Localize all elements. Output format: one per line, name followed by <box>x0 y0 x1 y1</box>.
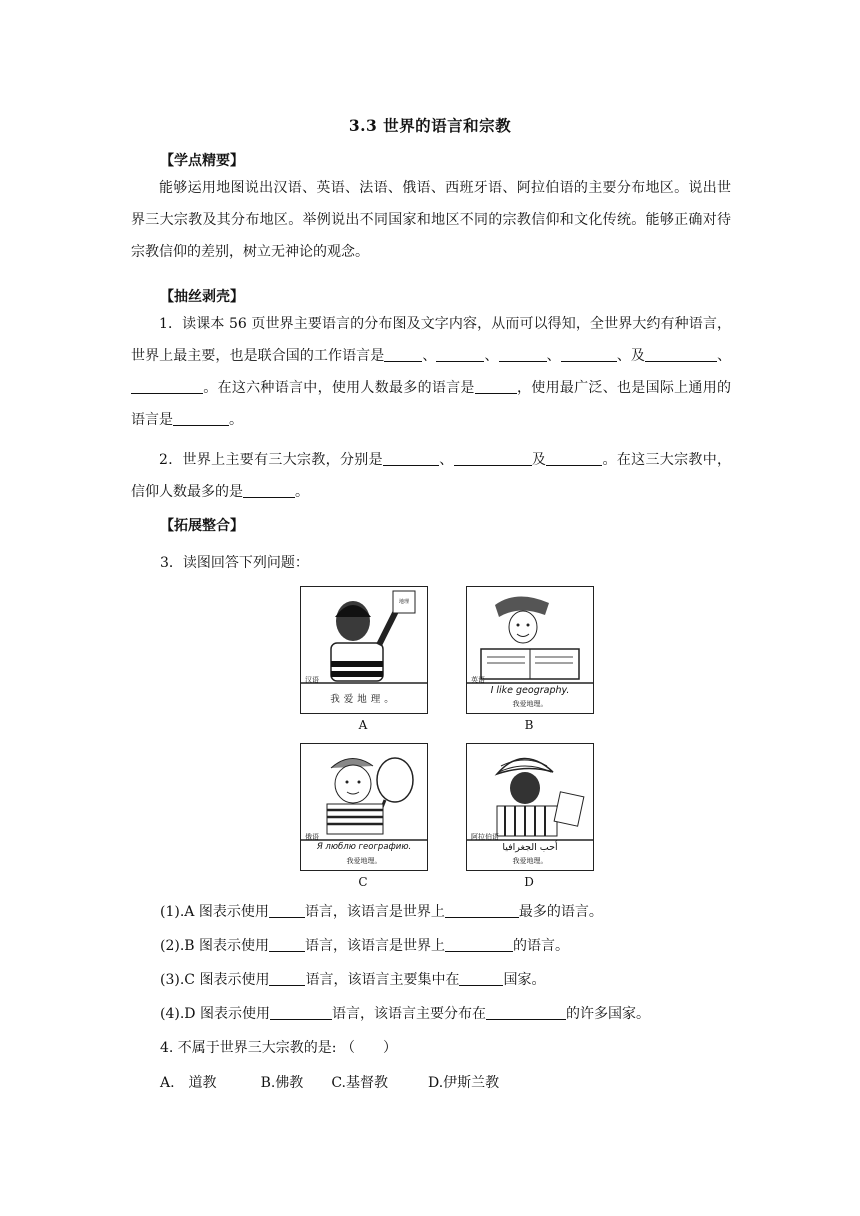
answer-blank[interactable] <box>445 937 513 952</box>
q1-part-c: 。在这六种语言中，使用人数最多的语言是 <box>203 380 475 396</box>
intro-text: 能够运用地图说出汉语、英语、法语、俄语、西班牙语、阿拉伯语的主要分布地区。说出世界三大宗教及其分布地区。举例说出不同国家和地区不同的宗教信仰和文化传统。能够正确对待宗教信仰的差别，树立无神论的观念。 <box>131 180 731 260</box>
figure-language-tag: 英语 <box>471 676 485 684</box>
svg-text:地理: 地理 <box>398 599 410 605</box>
section-heading-extension: 【拓展整合】 <box>160 518 244 534</box>
sq2-part-c: 的语言。 <box>513 938 570 954</box>
figure-d-arabic-speaker <box>466 743 594 871</box>
section-heading-key-points: 【学点精要】 <box>160 153 244 169</box>
answer-blank[interactable] <box>445 903 519 918</box>
figure-translation: 我爱地理。 <box>346 857 382 865</box>
figure-language-tag: 阿拉伯语 <box>471 833 499 841</box>
figure-label-a: A <box>358 718 368 732</box>
sq4-part-b: 语言，该语言主要分布在 <box>331 1006 486 1022</box>
q1-part-a: 1．读课本 56 页世界主要语言的分布图及文字内容，从而可以得知，全世界大约有种语言，世界上最主要，也是联合国的工作语言是 <box>131 316 731 364</box>
figure-speech-text: 我爱地理。 <box>330 694 398 705</box>
answer-blank[interactable] <box>173 411 229 426</box>
figure-label-d: D <box>524 875 534 889</box>
figure-a-chinese-speaker <box>300 586 428 714</box>
answer-blank[interactable] <box>645 347 717 362</box>
question-3-prompt: 3．读图回答下列问题： <box>160 555 309 571</box>
figure-speech-text: Я люблю географию. <box>316 842 412 852</box>
option-b[interactable]: B.佛教 <box>260 1075 304 1091</box>
option-d[interactable]: D.伊斯兰教 <box>427 1075 500 1091</box>
intro-paragraph <box>131 172 731 268</box>
question-2-text: 2．世界上主要有三大宗教，分别是 、 及 。在这三大宗教中，信仰人数最多的是 。 <box>131 452 732 500</box>
figure-c-russian-speaker <box>300 743 428 871</box>
figure-speech-text: I like geography. <box>490 685 570 696</box>
answer-blank[interactable] <box>383 451 439 466</box>
sub-question-4 <box>160 1003 650 1023</box>
answer-blank[interactable] <box>546 451 602 466</box>
q1-part-d: ，使用最广泛、也是国际上通用的语言是 <box>131 380 732 428</box>
answer-blank[interactable] <box>269 971 305 986</box>
question-2 <box>131 444 731 508</box>
sq3-part-c: 国家。 <box>503 972 546 988</box>
question-4-options <box>160 1072 499 1092</box>
sq1-part-a: (1).A 图表示使用 <box>160 904 269 920</box>
answer-blank[interactable] <box>384 347 422 362</box>
sq1-part-c: 最多的语言。 <box>518 904 603 920</box>
figure-translation: 我爱地理。 <box>512 700 548 708</box>
answer-blank[interactable] <box>269 903 305 918</box>
q2-part-d: 。 <box>295 484 309 500</box>
answer-blank[interactable] <box>499 347 547 362</box>
answer-blank[interactable] <box>459 971 503 986</box>
sub-question-2 <box>160 935 569 955</box>
q2-part-b: 及 <box>531 452 547 468</box>
figure-language-tag: 俄语 <box>305 833 319 841</box>
sub-question-3 <box>160 969 545 989</box>
q2-part-c: 。在这三大宗教中，信仰人数最多的是 <box>131 452 732 500</box>
question-1 <box>131 308 731 436</box>
answer-blank[interactable] <box>131 379 203 394</box>
option-a[interactable]: A. 道教 <box>160 1075 217 1091</box>
answer-blank[interactable] <box>454 451 532 466</box>
figure-language-tag: 汉语 <box>305 676 319 684</box>
figure-b-english-speaker <box>466 586 594 714</box>
question-4-prompt: 4. 不属于世界三大宗教的是: （ ） <box>160 1040 397 1056</box>
answer-blank[interactable] <box>270 1005 332 1020</box>
answer-blank[interactable] <box>475 379 517 394</box>
sub-question-1 <box>160 901 603 921</box>
figure-speech-text: أحب الجغرافيا <box>502 842 558 853</box>
option-c[interactable]: C.基督教 <box>331 1075 388 1091</box>
section-heading-analysis: 【抽丝剥壳】 <box>160 289 244 305</box>
page-title: 3.3 世界的语言和宗教 <box>348 116 512 135</box>
answer-blank[interactable] <box>561 347 617 362</box>
answer-blank[interactable] <box>436 347 484 362</box>
figure-label-c: C <box>358 875 368 889</box>
q2-part-a: 2．世界上主要有三大宗教，分别是 <box>159 452 383 468</box>
answer-blank[interactable] <box>486 1005 566 1020</box>
figure-translation: 我爱地理。 <box>512 857 548 865</box>
figure-label-b: B <box>524 718 534 732</box>
sq2-part-b: 语言，该语言是世界上 <box>305 938 446 954</box>
sq1-part-b: 语言，该语言是世界上 <box>304 904 445 920</box>
sq3-part-b: 语言，该语言主要集中在 <box>305 972 460 988</box>
sq4-part-a: (4).D 图表示使用 <box>160 1006 270 1022</box>
answer-blank[interactable] <box>269 937 305 952</box>
q1-part-b: 及 <box>630 348 645 364</box>
question-1-text: 1．读课本 56 页世界主要语言的分布图及文字内容，从而可以得知，全世界大约有种语言，世界上最主要，也是联合国的工作语言是 、 、 、 、及 、。在这六种语言中，使用人数最多的语言是 ，使用最广泛、也是国际上通用的语言是 。 <box>131 316 732 428</box>
sq4-part-c: 的许多国家。 <box>565 1006 650 1022</box>
sq2-part-a: (2).B 图表示使用 <box>160 938 270 954</box>
sq3-part-a: (3).C 图表示使用 <box>160 972 270 988</box>
q1-part-e: 。 <box>229 412 243 428</box>
answer-blank[interactable] <box>243 483 295 498</box>
